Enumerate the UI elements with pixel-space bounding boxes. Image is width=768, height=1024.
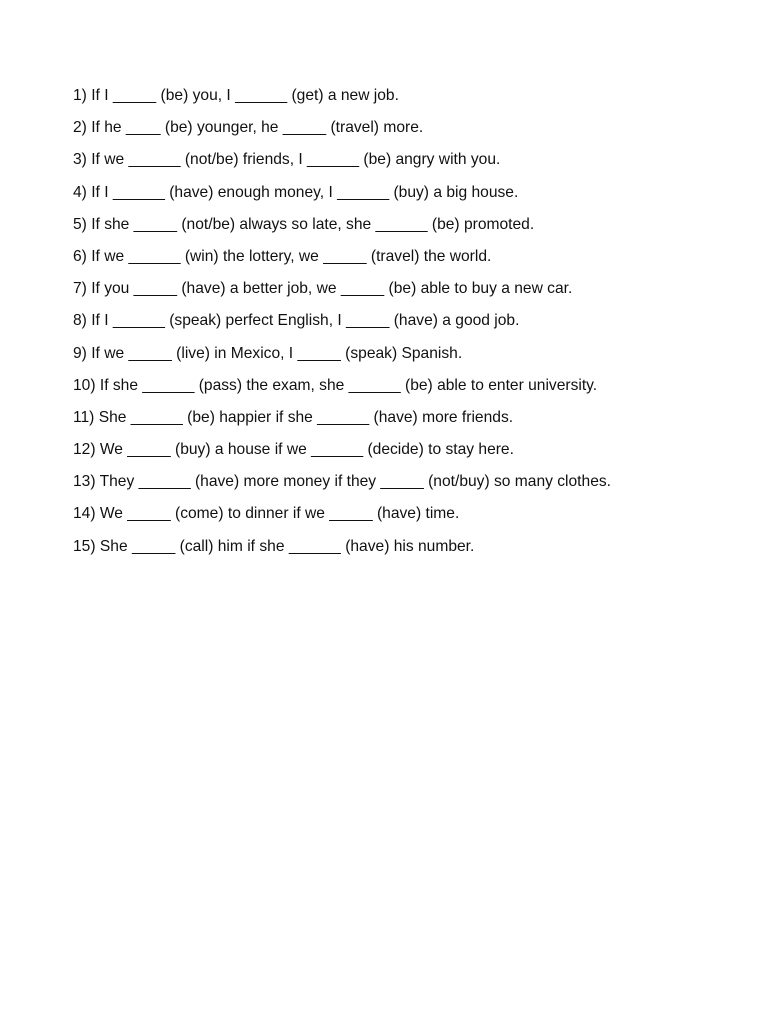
exercise-item-6: 6) If we ______ (win) the lottery, we _____ (travel) the world.	[73, 247, 492, 265]
exercise-item-13: 13) They ______ (have) more money if they _____ (not/buy) so many clothes.	[73, 473, 611, 491]
exercise-item-1: 1) If I _____ (be) you, I ______ (get) a new job.	[73, 87, 399, 104]
exercise-item-10: 10) If she ______ (pass) the exam, she ______ (be) able to enter university.	[73, 376, 598, 394]
exercise-item-5: 5) If she _____ (not/be) always so late, she ______ (be) promoted.	[73, 215, 535, 233]
exercise-item-15: 15) She _____ (call) him if she ______ (have) his number.	[73, 537, 475, 555]
exercise-item-9: 9) If we _____ (live) in Mexico, I _____ (speak) Spanish.	[73, 344, 463, 362]
exercise-item-11: 11) She ______ (be) happier if she ______ (have) more friends.	[73, 408, 514, 426]
exercise-item-12: 12) We _____ (buy) a house if we ______ (decide) to stay here.	[73, 441, 514, 459]
exercise-item-2: 2) If he ____ (be) younger, he _____ (travel) more.	[73, 119, 424, 137]
exercise-item-14: 14) We _____ (come) to dinner if we _____ (have) time.	[73, 505, 460, 523]
exercise-item-3: 3) If we ______ (not/be) friends, I ______ (be) angry with you.	[73, 151, 501, 169]
exercise-item-4: 4) If I ______ (have) enough money, I ______ (buy) a big house.	[73, 183, 519, 201]
exercise-list	[73, 86, 743, 569]
exercise-item-7: 7) If you _____ (have) a better job, we _____ (be) able to buy a new car.	[73, 280, 573, 298]
exercise-item-8: 8) If I ______ (speak) perfect English, I _____ (have) a good job.	[73, 312, 520, 330]
